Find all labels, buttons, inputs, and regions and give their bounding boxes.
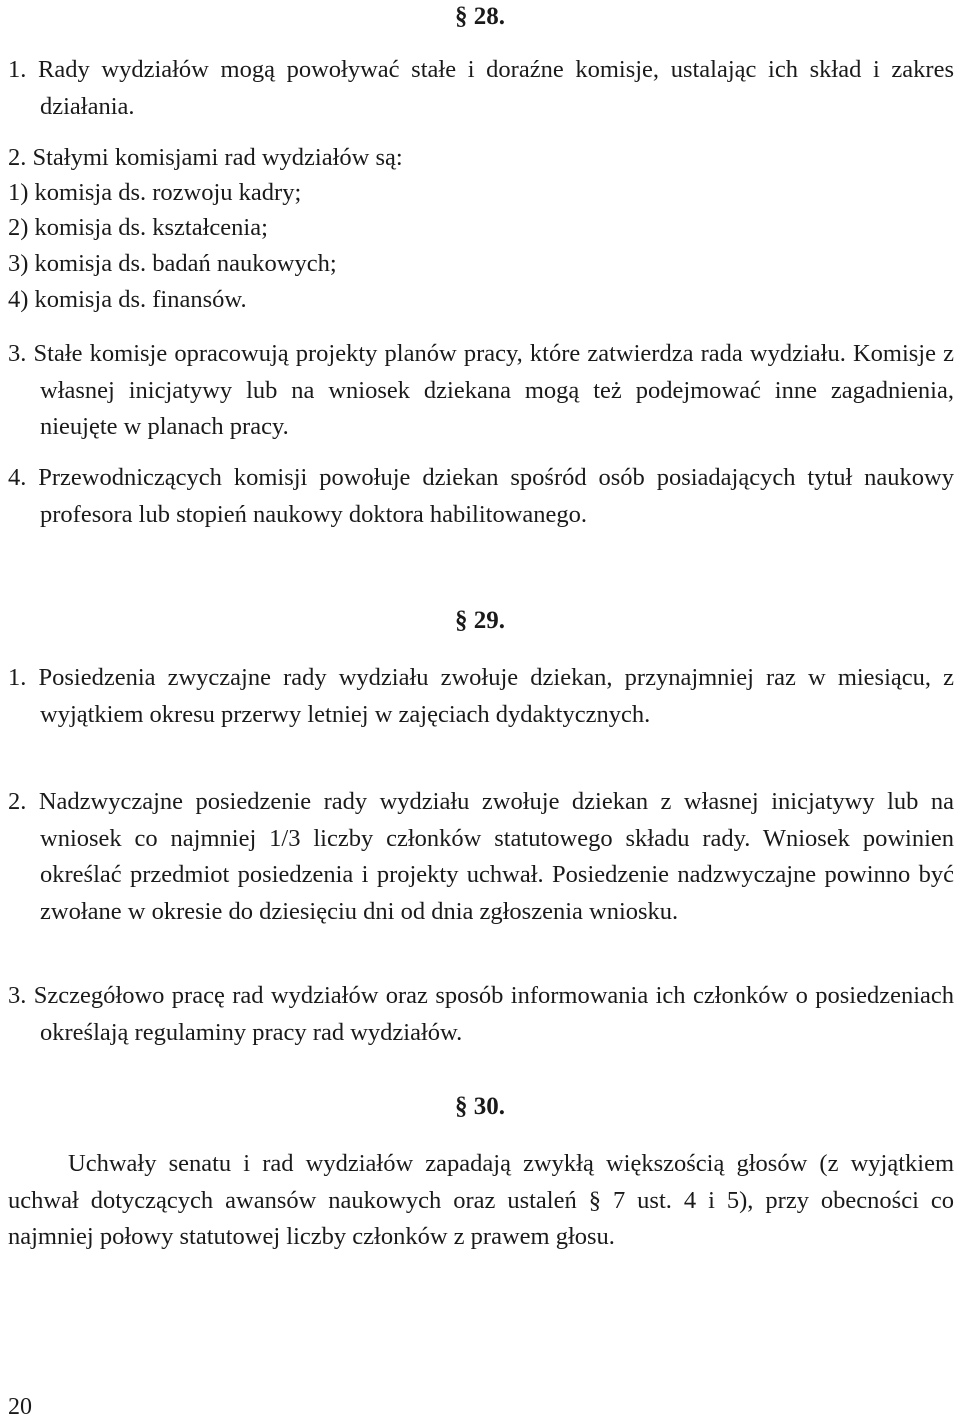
- page-number: 20: [8, 1394, 32, 1420]
- section-30-heading: § 30.: [455, 1093, 505, 1120]
- section-28-paragraph-4: 4. Przewodniczących komisji powołuje dziekan spośród osób posiadających tytuł naukowy profesora lub stopień naukowy doktora habilitowanego.: [8, 464, 954, 528]
- section-29-paragraph-2: 2. Nadzwyczajne posiedzenie rady wydziału zwołuje dziekan z własnej inicjatywy lub na wniosek co najmniej 1/3 liczby członków statutowego składu rady. Wniosek powinien określać przedmiot posiedzenia i projekty uchwał. Posiedzenie nadzwyczajne powinno być zwołane w okresie do dziesięciu dni od dnia zgłoszenia wniosku.: [8, 788, 954, 925]
- section-29-paragraph-3: 3. Szczegółowo pracę rad wydziałów oraz sposób informowania ich członków o posiedzeniach określają regulaminy pracy rad wydziałów.: [8, 982, 954, 1046]
- section-28-heading: § 28.: [455, 3, 505, 30]
- section-28-paragraph-1: 1. Rady wydziałów mogą powoływać stałe i doraźne komisje, ustalając ich skład i zakres działania.: [8, 56, 954, 120]
- section-28-paragraph-2: 2. Stałymi komisjami rad wydziałów są:: [8, 144, 403, 171]
- section-29-heading: § 29.: [455, 607, 505, 634]
- section-28-list-item-1: 1) komisja ds. rozwoju kadry;: [8, 179, 302, 206]
- section-28-list-item-4: 4) komisja ds. finansów.: [8, 286, 247, 313]
- section-28-list-item-3: 3) komisja ds. badań naukowych;: [8, 250, 337, 277]
- section-28-list-item-2: 2) komisja ds. kształcenia;: [8, 214, 268, 241]
- section-29-paragraph-1: 1. Posiedzenia zwyczajne rady wydziału zwołuje dziekan, przynajmniej raz w miesiącu, z wyjątkiem okresu przerwy letniej w zajęciach dydaktycznych.: [8, 664, 954, 728]
- section-30-paragraph: Uchwały senatu i rad wydziałów zapadają zwykłą większością głosów (z wyjątkiem uchwał dotyczących awansów naukowych oraz ustaleń § 7 ust. 4 i 5), przy obecności co najmniej połowy statutowej liczby członków z prawem głosu.: [8, 1150, 954, 1250]
- section-28-paragraph-3: 3. Stałe komisje opracowują projekty planów pracy, które zatwierdza rada wydziału. Komisje z własnej inicjatywy lub na wniosek dziekana mogą też podejmować inne zagadnienia, nieujęte w planach pracy.: [8, 340, 954, 440]
